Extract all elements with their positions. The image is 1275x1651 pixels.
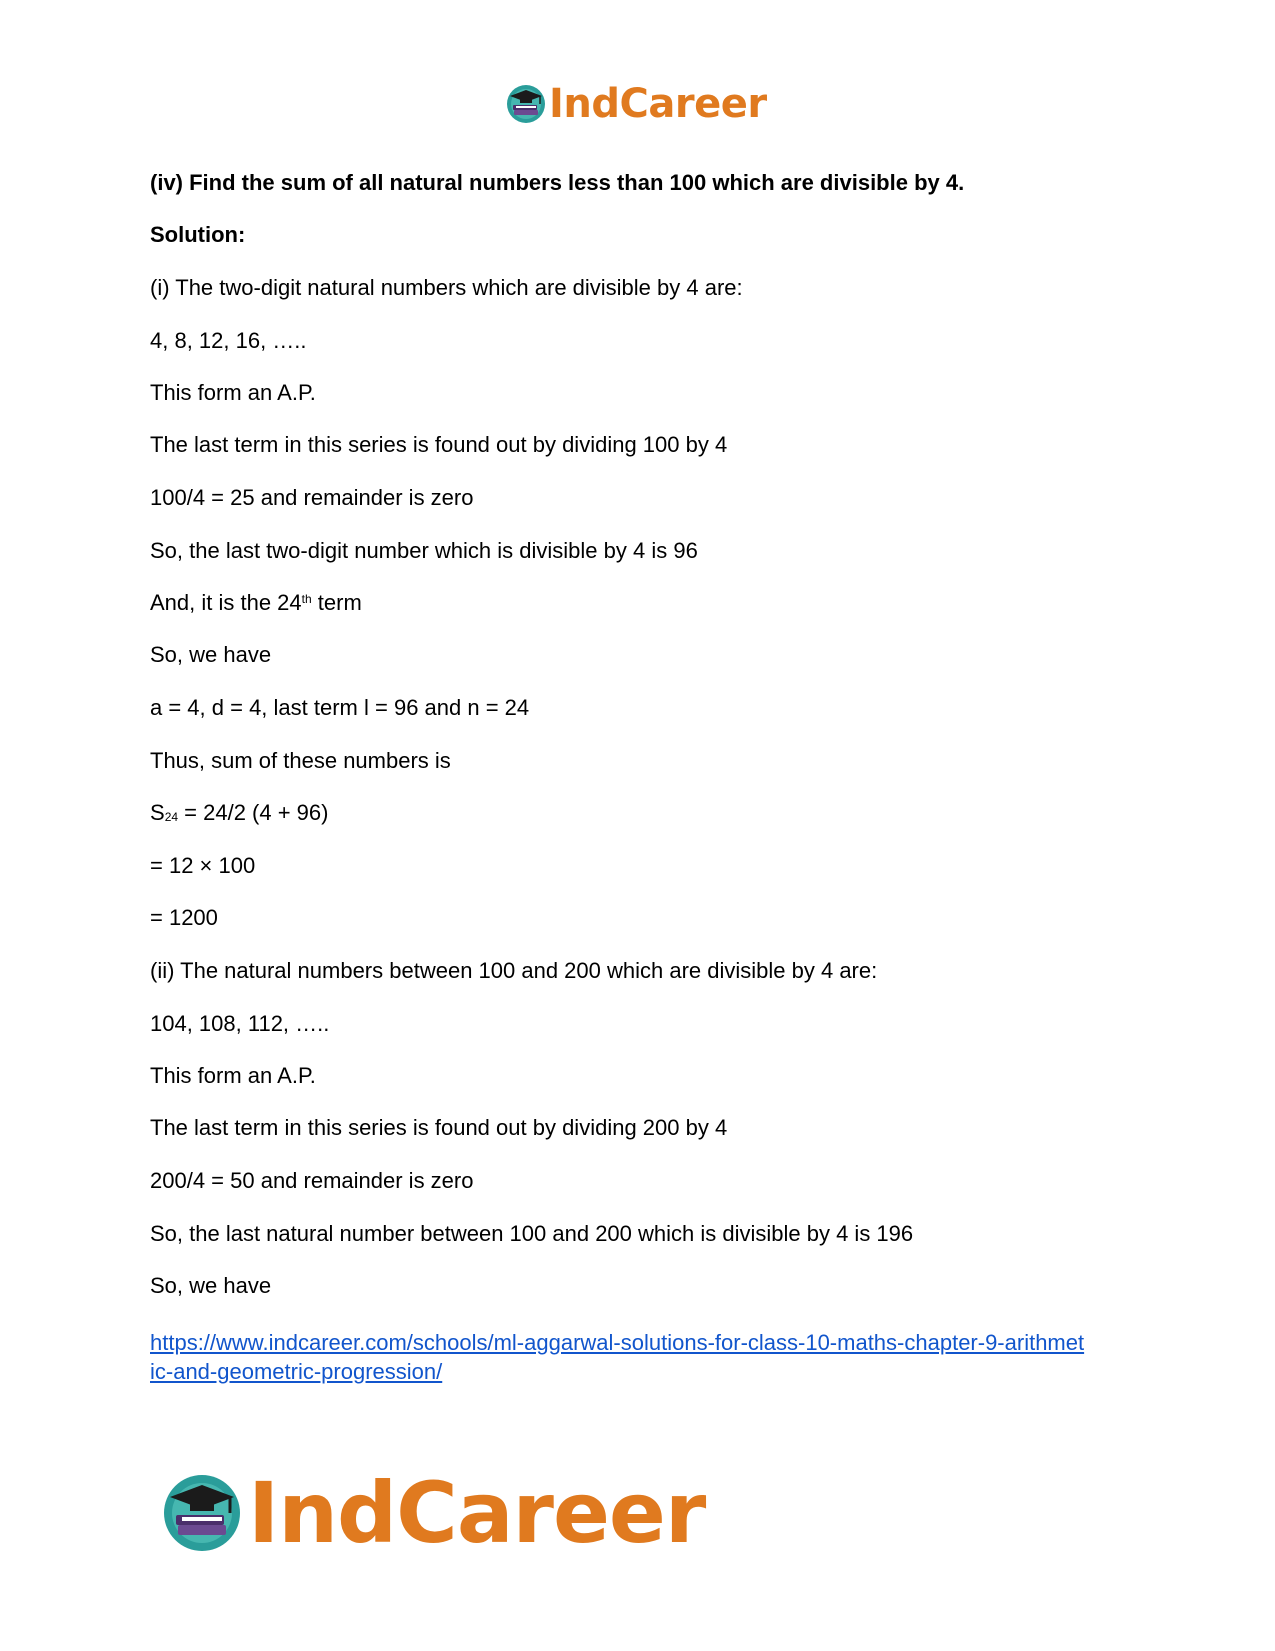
text-fragment: S	[150, 800, 165, 825]
text-line: So, the last two-digit number which is divisible by 4 is 96	[150, 538, 698, 563]
text-line: = 1200	[150, 905, 218, 930]
text-line: So, we have	[150, 1273, 272, 1298]
text-line: 100/4 = 25 and remainder is zero	[150, 485, 474, 510]
text-line: 4, 8, 12, 16, …..	[150, 328, 307, 353]
text-line: This form an A.P.	[150, 380, 316, 405]
text-line: The last term in this series is found out by dividing 200 by 4	[150, 1115, 728, 1140]
text-line: a = 4, d = 4, last term l = 96 and n = 24	[150, 695, 530, 720]
text-line-ordinal	[150, 590, 362, 616]
question-heading: (iv) Find the sum of all natural numbers less than 100 which are divisible by 4.	[150, 170, 965, 195]
formula-line	[150, 800, 328, 826]
text-line: So, the last natural number between 100 and 200 which is divisible by 4 is 196	[150, 1221, 914, 1246]
graduation-book-icon	[160, 1471, 244, 1555]
text-line: (ii) The natural numbers between 100 and 200 which are divisible by 4 are:	[150, 958, 878, 983]
source-link[interactable]: https://www.indcareer.com/schools/ml-aggarwal-solutions-for-class-10-maths-chapter-9-arithmet	[150, 1330, 1085, 1355]
text-line: (i) The two-digit natural numbers which are divisible by 4 are:	[150, 275, 743, 300]
text-line: Thus, sum of these numbers is	[150, 748, 451, 773]
superscript: th	[301, 592, 312, 606]
subscript: 24	[164, 810, 179, 824]
text-fragment: And, it is the 24	[150, 590, 302, 615]
brand-name: IndCareer	[549, 81, 767, 127]
text-line: This form an A.P.	[150, 1063, 316, 1088]
footer-logo	[160, 1464, 706, 1562]
brand-name: IndCareer	[248, 1464, 706, 1562]
text-fragment: term	[311, 590, 362, 615]
source-link-continued[interactable]: ic-and-geometric-progression/	[150, 1359, 443, 1384]
text-line: 200/4 = 50 and remainder is zero	[150, 1168, 474, 1193]
text-line: = 12 × 100	[150, 853, 256, 878]
text-line: So, we have	[150, 642, 272, 667]
graduation-book-icon	[505, 83, 547, 125]
solution-label: Solution:	[150, 222, 246, 247]
text-fragment: = 24/2 (4 + 96)	[178, 800, 329, 825]
text-line: 104, 108, 112, …..	[150, 1011, 330, 1036]
header-logo	[505, 82, 767, 126]
text-line: The last term in this series is found out by dividing 100 by 4	[150, 432, 728, 457]
